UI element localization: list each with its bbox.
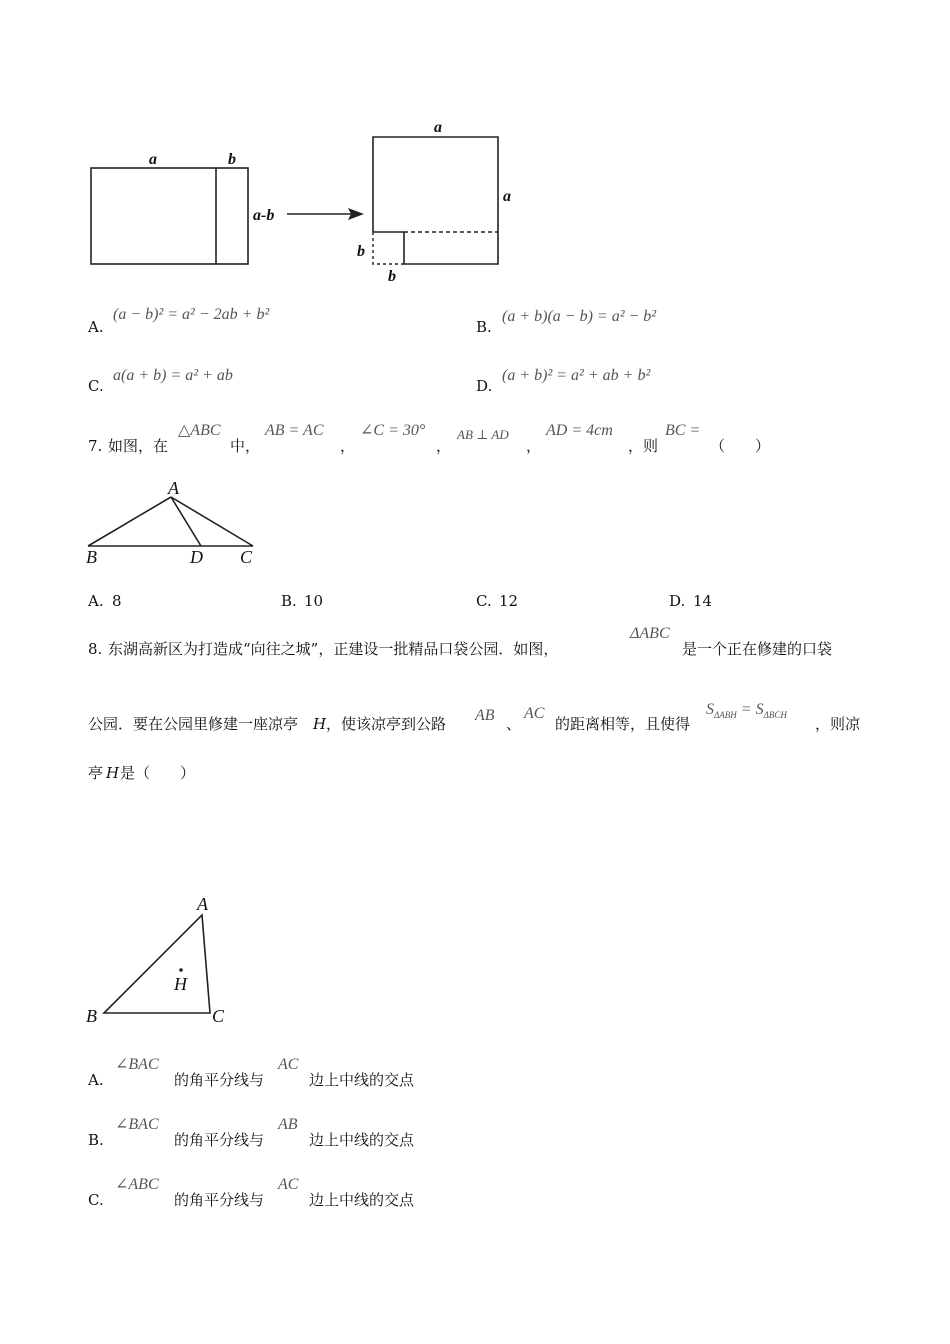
q8-line1: 东湖高新区为打造成“向往之城”，正建设一批精品口袋公园．如图， — [108, 640, 559, 658]
q8-line3-b: 是（ ） — [120, 764, 196, 782]
q7-math-bc: BC = — [665, 422, 701, 439]
q7-math-triangle: △ABC — [178, 422, 221, 439]
q8-option-b-mid: 的角平分线与 — [174, 1131, 265, 1149]
q8-option-b-angle: ∠BAC — [115, 1116, 159, 1133]
fig8-label-h: H — [174, 974, 187, 994]
q8-option-a-mid: 的角平分线与 — [174, 1071, 265, 1089]
fig8-label-b: B — [86, 1006, 97, 1026]
q8-area-sub1: ΔABH — [714, 710, 737, 721]
q8-sep: 、 — [506, 715, 522, 733]
q6-option-b-letter: B. — [476, 318, 492, 336]
q6-option-d-letter: D. — [476, 377, 493, 395]
q8-area-s1: S — [706, 701, 714, 718]
q7-option-a-letter: A. — [88, 592, 104, 610]
q6-option-c-formula: a(a + b) = a² + ab — [113, 367, 233, 384]
q7-math-perp: AB ⊥ AD — [457, 427, 509, 442]
q8-option-c-angle: ∠ABC — [115, 1176, 159, 1193]
fig7-label-a: A — [168, 478, 179, 498]
q8-line2-d: ，则凉 — [815, 715, 861, 733]
q8-line1-end: 是一个正在修建的口袋 — [682, 640, 833, 658]
q8-option-b-side: AB — [278, 1116, 298, 1133]
fig8-point-h — [179, 968, 183, 972]
q8-H-1: H — [313, 715, 327, 733]
q7-option-c-letter: C. — [476, 592, 492, 610]
fig6-label-b-left: b — [357, 243, 365, 260]
q8-option-c-side: AC — [278, 1176, 299, 1193]
q8-math-triangle: ΔABC — [630, 625, 670, 642]
q8-line3-a: 亭 — [88, 764, 104, 782]
q7-text-2: 中， — [230, 437, 261, 455]
q7-text-1: 如图，在 — [108, 437, 169, 455]
q7-math-ad: AD = 4cm — [546, 422, 613, 439]
q7-option-d-letter: D. — [669, 592, 686, 610]
fig6-label-a-top-right: a — [434, 119, 442, 136]
fig8-label-c: C — [212, 1006, 225, 1026]
q8-option-c-letter: C. — [88, 1191, 104, 1209]
fig7-label-c: C — [240, 547, 253, 567]
q8-H-2: H — [106, 764, 120, 782]
fig8-label-a: A — [197, 894, 208, 914]
q8-line2-b: ，使该凉亭到公路 — [326, 715, 447, 733]
q6-option-b-formula: (a + b)(a − b) = a² − b² — [502, 308, 657, 325]
q7-math-angle-c: ∠C = 30° — [360, 422, 426, 439]
q6-option-d-formula: (a + b)² = a² + ab + b² — [502, 367, 651, 384]
q6-option-c-letter: C. — [88, 377, 104, 395]
q8-line2-a: 公园．要在公园里修建一座凉亭 — [88, 715, 299, 733]
q7-paren: （ ） — [710, 437, 771, 455]
fig6-label-b: b — [228, 151, 236, 168]
q7-option-b-letter: B. — [281, 592, 297, 610]
fig7-label-d: D — [190, 547, 203, 567]
q8-area-sub2: ΔBCH — [763, 710, 787, 721]
q7-option-b-value: 10 — [304, 592, 324, 610]
q8-number: 8. — [88, 640, 103, 658]
q8-area-eq: = S — [736, 701, 764, 718]
q7-text-6: ，则 — [628, 437, 659, 455]
q7-option-a-value: 8 — [112, 592, 122, 610]
q8-option-a-end: 边上中线的交点 — [309, 1071, 415, 1089]
q8-option-b-end: 边上中线的交点 — [309, 1131, 415, 1149]
q7-text-3: ， — [340, 437, 356, 455]
q8-option-a-letter: A. — [88, 1071, 104, 1089]
fig6-label-a-minus-b: a-b — [253, 207, 275, 224]
q8-option-a-side: AC — [278, 1056, 299, 1073]
q6-option-a-formula: (a − b)² = a² − 2ab + b² — [113, 306, 270, 323]
fig6-label-b-bottom: b — [388, 268, 396, 285]
q7-text-5: ， — [526, 437, 542, 455]
q6-option-a-letter: A. — [88, 318, 104, 336]
q7-option-d-value: 14 — [693, 592, 713, 610]
q8-math-ac: AC — [524, 705, 545, 722]
q7-option-c-value: 12 — [499, 592, 519, 610]
q8-line2-c: 的距离相等，且使得 — [555, 715, 691, 733]
q8-option-c-end: 边上中线的交点 — [309, 1191, 415, 1209]
q8-option-a-angle: ∠BAC — [115, 1056, 159, 1073]
q8-option-b-letter: B. — [88, 1131, 104, 1149]
q7-math-ab-eq-ac: AB = AC — [265, 422, 324, 439]
fig6-label-a-right: a — [503, 188, 511, 205]
fig7-label-b: B — [86, 547, 97, 567]
q8-math-ab: AB — [475, 707, 495, 724]
q7-number: 7. — [88, 437, 103, 455]
fig6-label-a: a — [149, 151, 157, 168]
q7-text-4: ， — [436, 437, 452, 455]
fig8-triangle — [104, 915, 210, 1013]
q8-option-c-mid: 的角平分线与 — [174, 1191, 265, 1209]
